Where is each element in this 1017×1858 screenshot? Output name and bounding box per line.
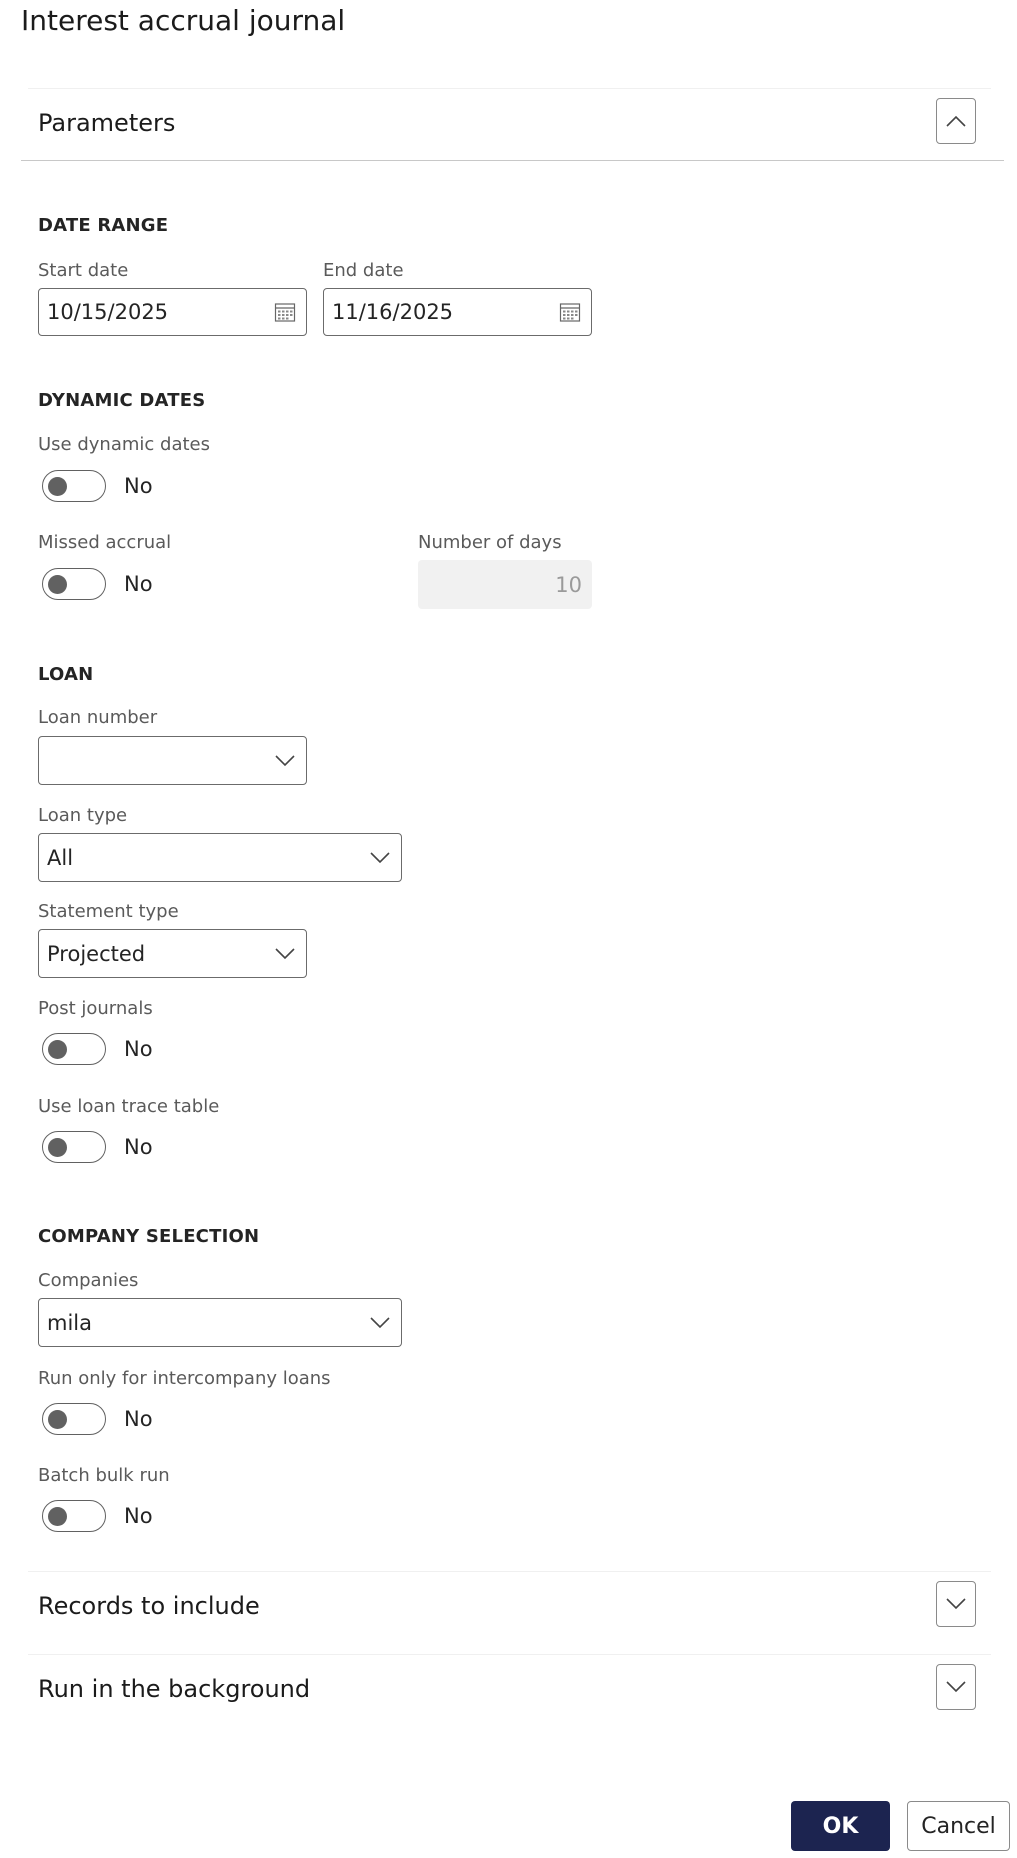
loan-number-label: Loan number	[38, 707, 158, 728]
use-loan-trace-table-value: No	[124, 1135, 153, 1159]
missed-accrual-toggle-row	[42, 568, 153, 600]
parameters-panel-title: Parameters	[38, 109, 176, 137]
toggle-knob	[48, 477, 67, 496]
number-of-days-label: Number of days	[418, 532, 562, 553]
toggle-knob	[48, 1138, 67, 1157]
number-of-days-value: 10	[555, 572, 582, 597]
statement-type-value[interactable]: Projected	[47, 941, 146, 966]
panel-divider	[28, 1571, 991, 1572]
use-loan-trace-table-toggle-row	[42, 1131, 153, 1163]
missed-accrual-toggle[interactable]	[42, 568, 106, 600]
intercompany-loans-label: Run only for intercompany loans	[38, 1368, 331, 1389]
toggle-knob	[48, 1507, 67, 1526]
calendar-icon[interactable]	[272, 299, 298, 325]
start-date-value[interactable]: 10/15/2025	[47, 300, 169, 324]
records-expand-button[interactable]	[936, 1581, 976, 1627]
chevron-down-icon[interactable]	[367, 1310, 393, 1336]
intercompany-loans-toggle[interactable]	[42, 1403, 106, 1435]
intercompany-loans-value: No	[124, 1407, 153, 1431]
batch-bulk-run-value: No	[124, 1504, 153, 1528]
end-date-label: End date	[323, 260, 404, 281]
use-dynamic-dates-value: No	[124, 474, 153, 498]
loan-number-dropdown[interactable]	[38, 736, 307, 785]
chevron-down-icon[interactable]	[367, 845, 393, 871]
cancel-button[interactable]: Cancel	[907, 1801, 1010, 1851]
post-journals-value: No	[124, 1037, 153, 1061]
companies-label: Companies	[38, 1270, 139, 1291]
chevron-down-icon	[946, 1681, 966, 1693]
background-panel-title: Run in the background	[38, 1675, 311, 1703]
date-range-heading: DATE RANGE	[38, 215, 169, 236]
use-dynamic-dates-toggle[interactable]	[42, 470, 106, 502]
chevron-up-icon	[946, 115, 966, 127]
background-expand-button[interactable]	[936, 1664, 976, 1710]
end-date-value[interactable]: 11/16/2025	[332, 300, 454, 324]
loan-type-value[interactable]: All	[47, 845, 74, 870]
records-panel-title: Records to include	[38, 1592, 260, 1620]
use-dynamic-dates-label: Use dynamic dates	[38, 434, 210, 455]
number-of-days-field	[418, 560, 592, 609]
companies-dropdown[interactable]	[38, 1298, 402, 1347]
statement-type-label: Statement type	[38, 901, 179, 922]
end-date-field[interactable]	[323, 288, 592, 336]
dynamic-dates-heading: DYNAMIC DATES	[38, 390, 206, 411]
calendar-icon[interactable]	[557, 299, 583, 325]
post-journals-label: Post journals	[38, 998, 153, 1019]
intercompany-loans-toggle-row	[42, 1403, 153, 1435]
loan-type-label: Loan type	[38, 805, 128, 826]
batch-bulk-run-label: Batch bulk run	[38, 1465, 170, 1486]
use-loan-trace-table-label: Use loan trace table	[38, 1096, 220, 1117]
toggle-knob	[48, 1410, 67, 1429]
companies-value[interactable]: mila	[47, 1310, 92, 1335]
batch-bulk-run-toggle-row	[42, 1500, 153, 1532]
loan-type-dropdown[interactable]	[38, 833, 402, 882]
start-date-field[interactable]	[38, 288, 307, 336]
company-selection-heading: COMPANY SELECTION	[38, 1226, 260, 1247]
toggle-knob	[48, 1040, 67, 1059]
dialog-title: Interest accrual journal	[21, 4, 346, 37]
statement-type-dropdown[interactable]	[38, 929, 307, 978]
loan-heading: LOAN	[38, 664, 94, 685]
parameters-collapse-button[interactable]	[936, 98, 976, 144]
ok-button[interactable]: OK	[791, 1801, 890, 1851]
start-date-label: Start date	[38, 260, 129, 281]
missed-accrual-value: No	[124, 572, 153, 596]
panel-divider	[28, 88, 991, 89]
chevron-down-icon[interactable]	[272, 941, 298, 967]
panel-divider	[28, 1654, 991, 1655]
post-journals-toggle-row	[42, 1033, 153, 1065]
missed-accrual-label: Missed accrual	[38, 532, 172, 553]
use-loan-trace-table-toggle[interactable]	[42, 1131, 106, 1163]
toggle-knob	[48, 575, 67, 594]
chevron-down-icon[interactable]	[272, 748, 298, 774]
chevron-down-icon	[946, 1598, 966, 1610]
use-dynamic-dates-toggle-row	[42, 470, 153, 502]
header-rule	[21, 160, 1004, 161]
batch-bulk-run-toggle[interactable]	[42, 1500, 106, 1532]
post-journals-toggle[interactable]	[42, 1033, 106, 1065]
